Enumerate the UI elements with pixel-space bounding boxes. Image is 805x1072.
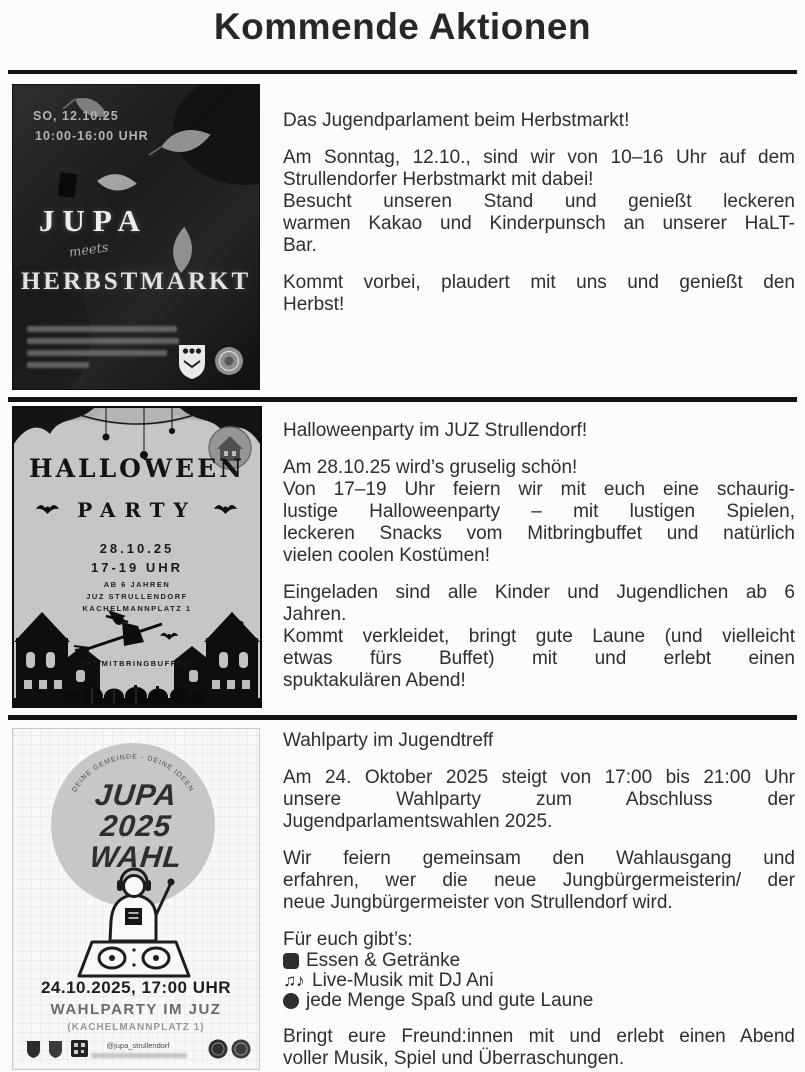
- poster-info-line: AB 6 JAHREN: [103, 580, 171, 589]
- list-item: [283, 951, 795, 971]
- crest-logo-small: [27, 1041, 40, 1058]
- poster-date: SO, 12.10.25: [33, 109, 119, 123]
- text-line: neue Jungbürgermeister von Strullendorf wird.: [283, 892, 673, 913]
- text-line: lustige Halloweenparty – mit lustigen Spielen,: [283, 501, 795, 522]
- fine-print-line: [91, 1053, 187, 1058]
- poster-script-word: meets: [68, 240, 110, 261]
- text-line: Eingeladen sind alle Kinder und Jugendlichen ab 6: [283, 582, 795, 603]
- halloween-poster-image: [12, 406, 262, 708]
- spooky-tree-left: [14, 408, 94, 444]
- fine-print-line: [27, 350, 167, 356]
- fine-print-line: [27, 338, 179, 344]
- text-line: erfahren, wer die neue Jungbürgermeisterin/ der: [283, 870, 795, 891]
- list-item: [283, 991, 795, 1011]
- section-divider: [8, 715, 797, 720]
- herbstmarkt-text-block: [283, 110, 795, 316]
- poster-address: (KACHELMANNPLATZ 1): [67, 1022, 205, 1033]
- poster-time: 17-19 UHR: [90, 560, 184, 575]
- wahlparty-text-block: [283, 730, 795, 1070]
- poster-date: 24.10.2025, 17:00 UHR: [40, 978, 232, 997]
- halloween-text-block: [283, 420, 795, 692]
- poster-time: 10:00-16:00 UHR: [35, 129, 149, 143]
- text-line: Von 17–19 Uhr feiern wir mit euch eine schaurig-: [283, 479, 795, 500]
- text-line: Wir feiern gemeinsam den Wahlausgang und: [283, 848, 795, 869]
- list-item-label: Live-Musik mit DJ Ani: [312, 970, 494, 991]
- party-ball-icon: [283, 993, 299, 1009]
- text-line: vielen coolen Kostümen!: [283, 545, 491, 566]
- text-line: etwas fürs Buffet) mit und erlebt einen: [283, 648, 795, 669]
- text-line: Besucht unseren Stand und genießt leckeren: [283, 191, 795, 212]
- text-line: Jugendparlamentswahlen 2025.: [283, 811, 553, 832]
- poster-subheadline: PARTY: [77, 498, 197, 522]
- poster-headline: HALLOWEEN: [29, 454, 245, 483]
- paragraph: [283, 1026, 795, 1070]
- instagram-handle: @jupa_strullendorf: [106, 1041, 170, 1050]
- header-divider: [8, 70, 797, 74]
- poster-headline: HERBSTMARKT: [20, 268, 252, 295]
- poster-info-line: KACHELMANNPLATZ 1: [82, 604, 192, 613]
- fine-print-line: [27, 362, 89, 368]
- text-line: Jahren.: [283, 604, 347, 625]
- arc-slogan-text: DEINE GEMEINDE - DEINE IDEEN: [71, 753, 195, 794]
- paragraph: [283, 848, 795, 914]
- crest-logo-small: [49, 1041, 62, 1058]
- paragraph: [283, 457, 795, 567]
- text-line: Herbst!: [283, 294, 345, 315]
- list-item-label: Essen & Getränke: [306, 950, 461, 971]
- page-title: Kommende Aktionen: [213, 6, 592, 47]
- poster-headline: WAHL: [88, 841, 184, 874]
- paragraph: [283, 767, 795, 833]
- poster-headline: JUPA: [93, 779, 179, 812]
- list-item-label: jede Menge Spaß und gute Laune: [306, 990, 594, 1011]
- witch-on-broom-silhouette: [74, 610, 178, 659]
- herbstmarkt-poster-image: [12, 84, 260, 390]
- paragraph: [283, 147, 795, 257]
- fine-print-line: [27, 326, 177, 332]
- list-intro: Für euch gibt’s:: [283, 929, 413, 950]
- section-divider: [8, 397, 797, 402]
- poster-brand: JUPA: [39, 203, 148, 238]
- poster-venue: WAHLPARTY IM JUZ: [50, 1001, 222, 1018]
- section-heading: Das Jugendparlament beim Herbstmarkt!: [283, 110, 630, 131]
- feature-list: [283, 929, 795, 1011]
- text-line: Kommt verkleidet, bringt gute Laune (und vielleicht: [283, 626, 795, 647]
- partner-logo-round: [232, 1040, 251, 1059]
- paragraph: [283, 272, 795, 316]
- section-heading: Halloweenparty im JUZ Strullendorf!: [283, 420, 588, 441]
- text-line: unsere Wahlparty zum Abschluss der: [283, 789, 795, 810]
- text-line: Strullendorfer Herbstmarkt mit dabei!: [283, 169, 594, 190]
- text-line: spuktakulären Abend!: [283, 670, 466, 691]
- food-icon: [283, 953, 299, 969]
- text-line: Kommt vorbei, plaudert mit uns und genießt den: [283, 272, 795, 293]
- section-heading: Wahlparty im Jugendtreff: [283, 730, 494, 751]
- text-line: Bringt eure Freund:innen mit und erlebt einen Abend: [283, 1026, 795, 1047]
- text-line: warmen Kakao und Kinderpunsch an unserer HaLT-: [283, 213, 795, 234]
- list-item: [283, 971, 795, 991]
- music-notes-icon: ♫♪: [283, 971, 305, 990]
- text-line: Am Sonntag, 12.10., sind wir von 10–16 Uhr auf dem: [283, 147, 795, 168]
- text-line: leckeren Snacks vom Mitbringbuffet und natürlich: [283, 523, 795, 544]
- partner-logo-round: [209, 1040, 228, 1059]
- jupa-round-logo: [215, 347, 243, 375]
- poster-headline: 2025: [98, 810, 174, 843]
- wahlparty-poster-image: [12, 728, 260, 1070]
- poster-date: 28.10.25: [99, 541, 175, 556]
- poster-note: MIT MITBRINGBUFFET!: [80, 659, 194, 668]
- paragraph: [283, 582, 795, 692]
- text-line: voller Musik, Spiel und Überraschungen.: [283, 1048, 625, 1069]
- text-line: Am 28.10.25 wird’s gruselig schön!: [283, 457, 578, 478]
- text-line: Am 24. Oktober 2025 steigt von 17:00 bis 21:00 Uhr: [283, 767, 795, 788]
- poster-info-line: JUZ STRULLENDORF: [86, 592, 188, 601]
- text-line: Bar.: [283, 235, 317, 256]
